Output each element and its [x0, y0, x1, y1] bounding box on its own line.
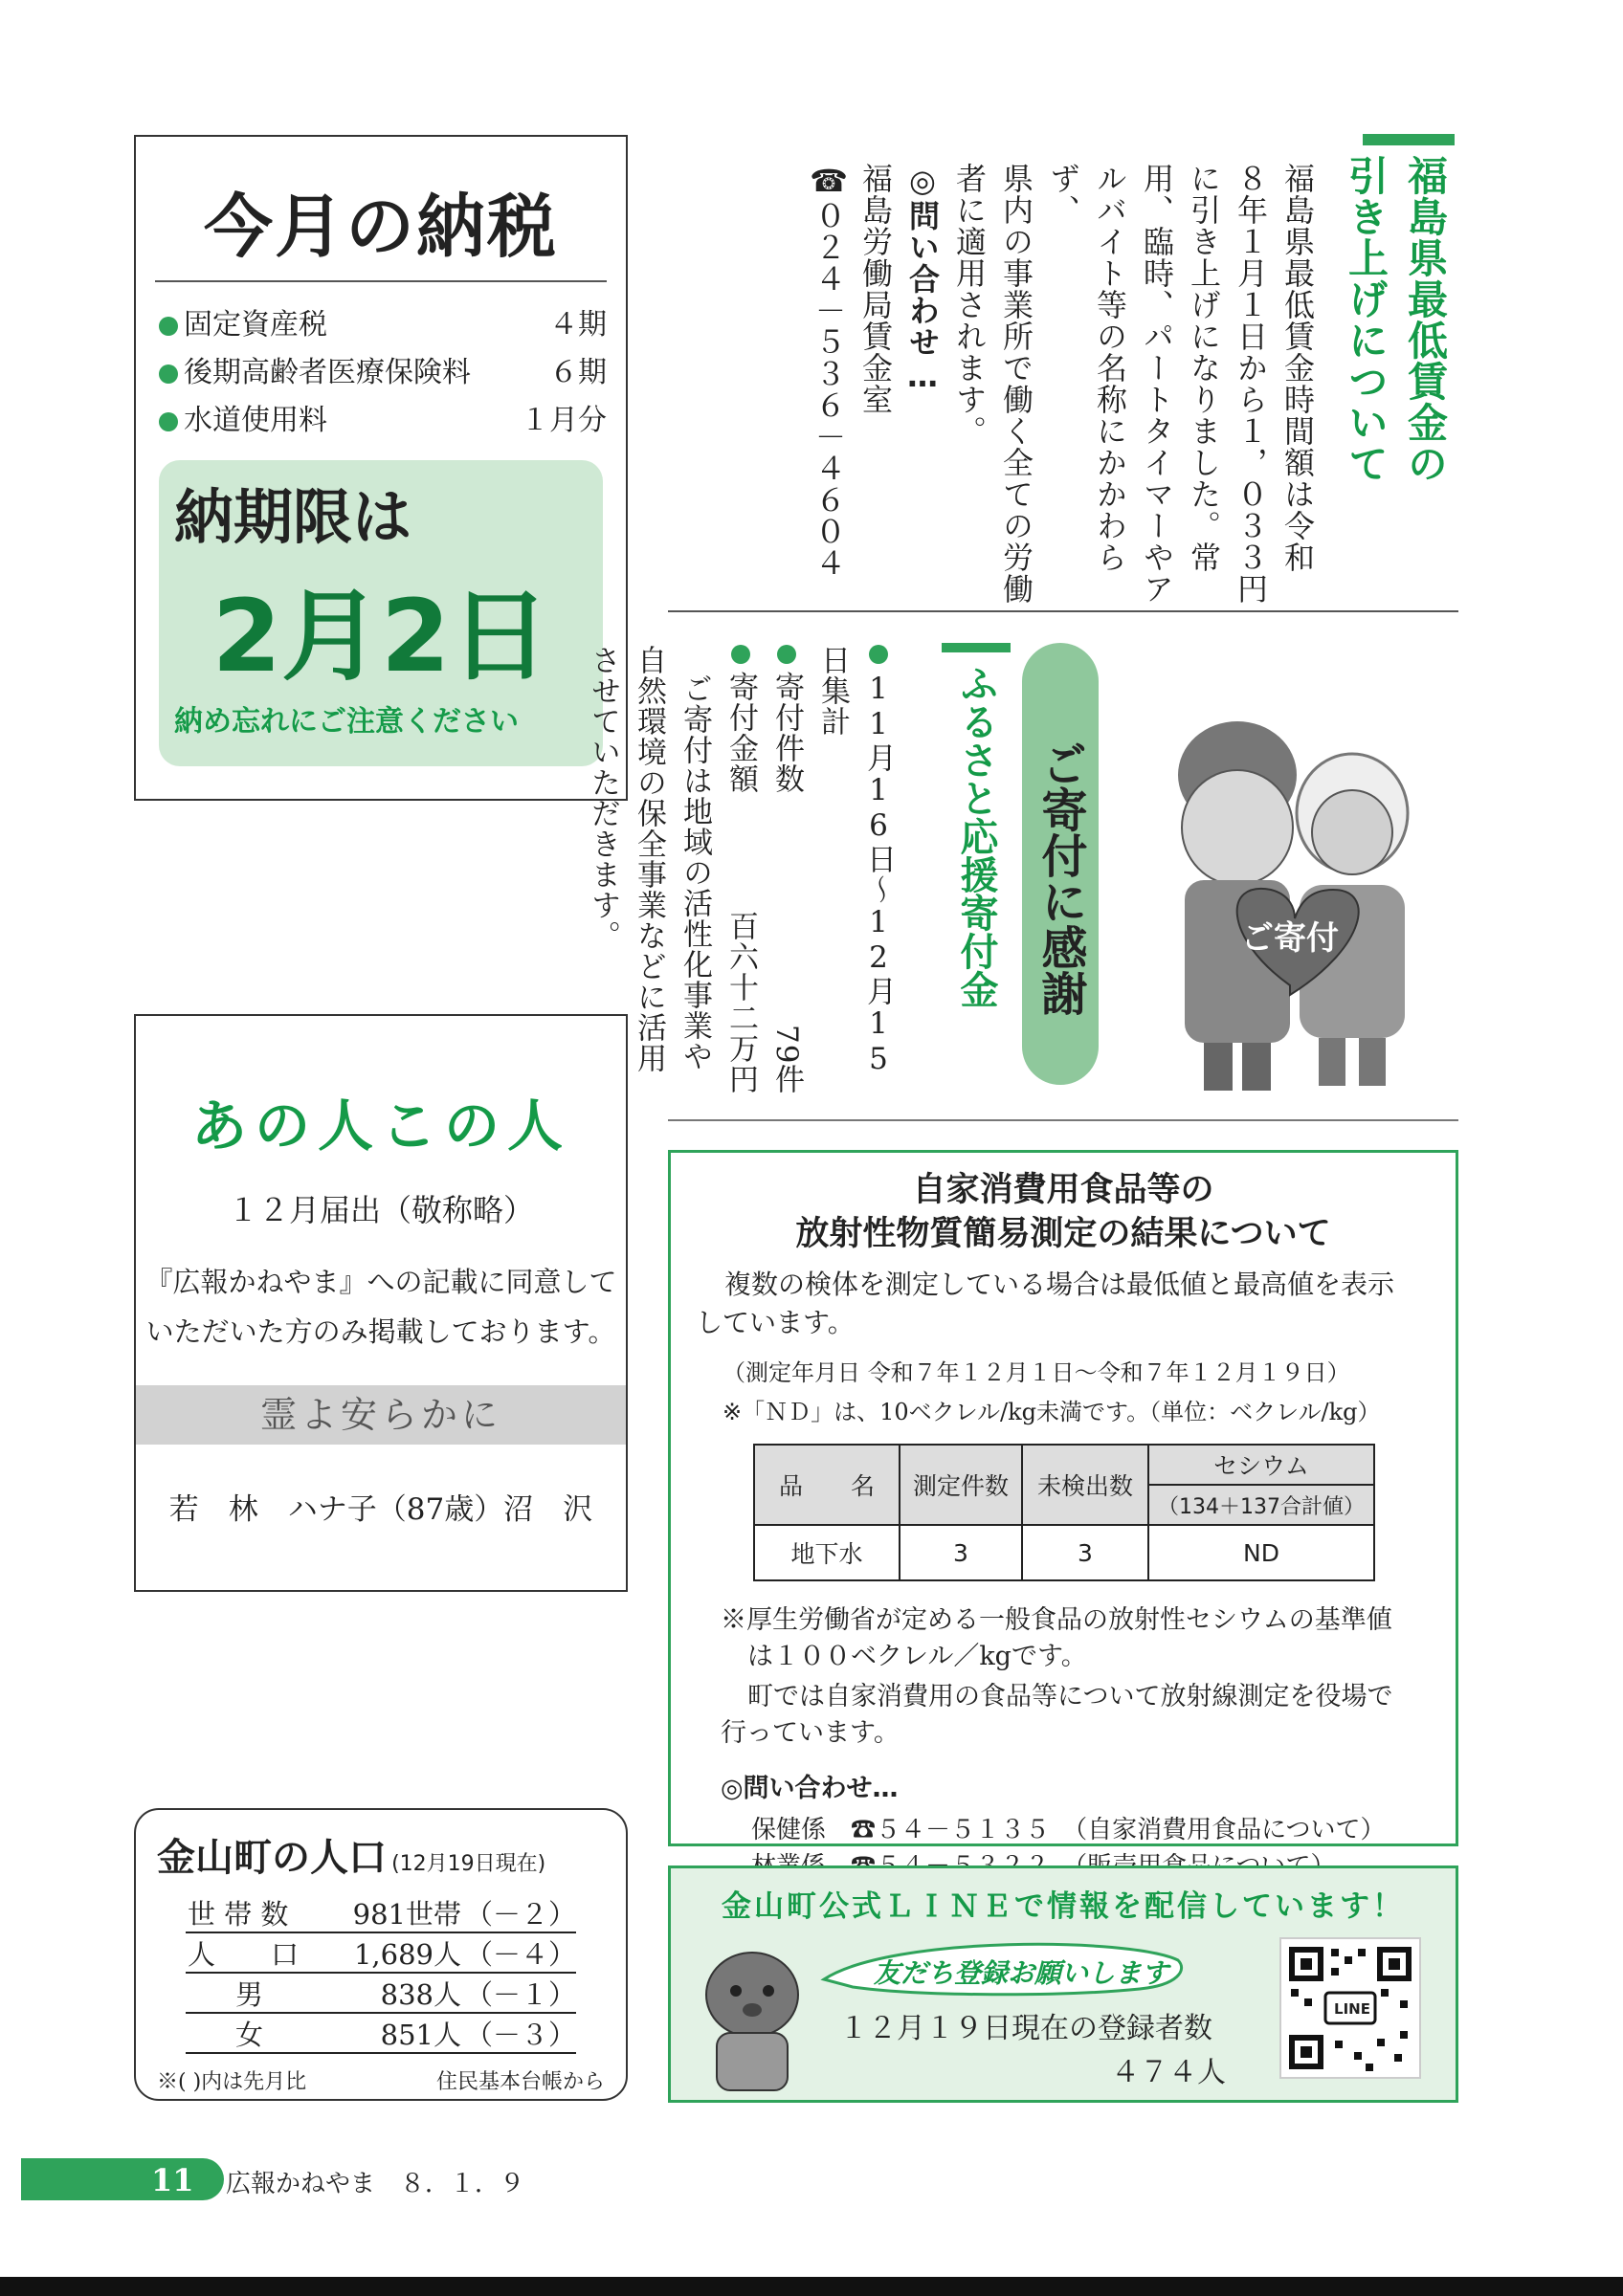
tax-item	[159, 345, 607, 393]
anohito-section-band: 霊よ安らかに	[136, 1385, 626, 1445]
table-header: 未検出数	[1022, 1445, 1148, 1525]
donation-count-label: 寄付件数	[769, 672, 804, 794]
line-count-label: １２月１９日現在の登録者数	[839, 2012, 1212, 2045]
line-bubble-text: 友だち登録お願いします	[874, 1957, 1169, 1989]
table-row	[754, 1445, 1374, 1485]
table-header: セシウム	[1148, 1445, 1374, 1485]
anohito-subtitle: １２月届出（敬称略）	[227, 1192, 534, 1228]
tax-item-period: ６期	[549, 356, 607, 389]
table-row: 人 口 1,689人 （－４）	[186, 1933, 576, 1974]
donation-amount-label: 寄付金額	[723, 672, 758, 794]
anohito-box	[134, 1014, 628, 1592]
wage-contact-org: 福島労働局賃金室	[857, 163, 894, 415]
bullet-icon	[159, 317, 178, 336]
table-header: 測定件数	[900, 1445, 1022, 1525]
radiation-intro: 複数の検体を測定している場合は最低値と最高値を表示 しています。	[696, 1269, 1395, 1338]
radiation-table	[753, 1444, 1375, 1581]
tax-item	[159, 298, 607, 345]
radiation-title: 自家消費用食品等の 放射性物質簡易測定の結果について	[795, 1171, 1331, 1253]
bullet-icon	[159, 364, 178, 384]
donation-subtitle: ふるさと応援寄付金	[954, 664, 998, 1008]
population-footer: ※( )内は先月比 住民基本台帳から	[157, 2070, 605, 2094]
bullet-icon	[159, 412, 178, 431]
tax-item-name: 後期高齢者医療保険料	[184, 356, 471, 389]
tax-items	[159, 298, 607, 441]
deadline-note: 納め忘れにご注意ください	[174, 705, 519, 739]
population-title: 金山町の人口	[157, 1836, 387, 1880]
donation-banner: ご寄付に感謝	[1022, 643, 1099, 1085]
wage-body: 福島県最低賃金時間額は令和 ８年１月１日から１，０３３円 に引き上げになりました。常 用、臨時、パートタイマーやア ルバイト等の名称にかかわらず、 県内の事業所で働く全ての労働 者に適用されます。 ◎問い合わせ… 福島労働局賃金室 ☎０２４－５３６－４６０４	[811, 163, 1316, 605]
donation-body	[586, 645, 901, 1094]
population-table	[186, 1893, 576, 2054]
donation-amount-value: 百六十二万円	[723, 911, 758, 1094]
donation-subtitle-accent	[942, 643, 1011, 652]
radiation-nd-note: ※「ＮＤ」は、10ベクレル/kg未満です。（単位：ベクレル/kg）	[723, 1399, 1381, 1425]
line-title: 金山町公式ＬＩＮＥで情報を配信しています！	[722, 1889, 1405, 1924]
page-number-tab	[21, 2158, 224, 2200]
anohito-entry: 若 林 ハナ子（87歳）沼 沢	[168, 1492, 593, 1527]
deadline-date: 2月2日	[211, 578, 550, 695]
donation-period: 11月16日～12月15日集計	[815, 645, 896, 1077]
radiation-box	[668, 1150, 1458, 1846]
wage-contact-tel: ☎０２４－５３６－４６０４	[811, 163, 847, 579]
bullet-icon	[777, 645, 796, 664]
anohito-title: あの人この人	[190, 1093, 570, 1159]
wage-title: 福島県最低賃金の 引き上げについて	[1343, 155, 1449, 484]
radiation-note2: 町では自家消費用の食品等について放射線測定を役場で 行っています。	[721, 1682, 1393, 1748]
table-row	[754, 1525, 1374, 1580]
donation-text: させていただきます。	[586, 645, 620, 951]
wage-inquiry-label: ◎問い合わせ…	[904, 163, 941, 395]
population-header	[157, 1827, 626, 1882]
heart-text: ご寄付	[1241, 919, 1339, 958]
table-cell: 地下水	[754, 1525, 900, 1580]
deadline-panel	[159, 460, 603, 766]
tax-item	[159, 393, 607, 441]
wage-section	[811, 130, 1455, 608]
population-as-of: (12月19日現在)	[391, 1852, 546, 1876]
donation-count-value: 79件	[769, 1024, 804, 1094]
deadline-label: 納期限は	[174, 482, 412, 552]
population-box	[134, 1808, 628, 2101]
tax-item-name: 固定資産税	[184, 308, 327, 342]
tax-box	[134, 135, 628, 801]
tax-divider	[155, 280, 607, 282]
table-row: 世 帯 数 981世帯 （－２）	[186, 1893, 576, 1933]
donation-section	[586, 622, 1458, 1110]
tax-item-period: ４期	[549, 308, 607, 342]
line-box	[668, 1866, 1458, 2103]
table-cell: 3	[1022, 1525, 1148, 1580]
bullet-icon	[869, 645, 888, 664]
tax-item-period: １月分	[521, 404, 607, 437]
page-number: 11	[151, 2162, 194, 2198]
wage-title-accent	[1363, 134, 1455, 145]
mascot-illustration	[690, 1937, 814, 2100]
man-face	[1182, 770, 1293, 885]
radiation-inquiry-label: ◎問い合わせ…	[721, 1774, 899, 1803]
donation-text: ご寄付は地域の活性化事業や	[678, 673, 712, 1071]
woman-face	[1312, 790, 1392, 874]
qr-code[interactable]	[1279, 1937, 1421, 2079]
bullet-icon	[731, 645, 750, 664]
section-divider	[668, 1119, 1458, 1121]
radiation-note1: ※厚生労働省が定める一般食品の放射性セシウムの基準値 は１００ベクレル／kgです。	[721, 1605, 1392, 1671]
publication-info: 広報かねやま ８．１．９	[226, 2170, 525, 2198]
radiation-contact: 保健係 ☎５４－５１３５ （自家消費用食品について）	[751, 1816, 1386, 1844]
elderly-couple-illustration	[1146, 698, 1443, 1100]
table-row: 男 838人 （－１）	[186, 1974, 576, 2014]
page-edge-bar	[0, 2277, 1623, 2296]
table-cell: ND	[1148, 1525, 1374, 1580]
radiation-date: （測定年月日 令和７年１２月１日～令和７年１２月１９日）	[723, 1359, 1350, 1386]
table-header: 品 名	[754, 1445, 900, 1525]
line-count-value: ４７４人	[1111, 2056, 1226, 2089]
anohito-note: 『広報かねやま』への記載に同意して いただいた方のみ掲載しております。	[145, 1266, 617, 1348]
tax-title: 今月の納税	[203, 187, 558, 267]
donation-text: 自然環境の保全事業などに活用	[632, 645, 666, 1073]
tax-item-name: 水道使用料	[184, 404, 327, 437]
table-cell: 3	[900, 1525, 1022, 1580]
table-header: （134＋137合計値）	[1148, 1485, 1374, 1525]
qr-label: LINE	[1334, 2000, 1370, 2018]
section-divider	[668, 610, 1458, 612]
table-row: 女 851人 （－３）	[186, 2014, 576, 2054]
